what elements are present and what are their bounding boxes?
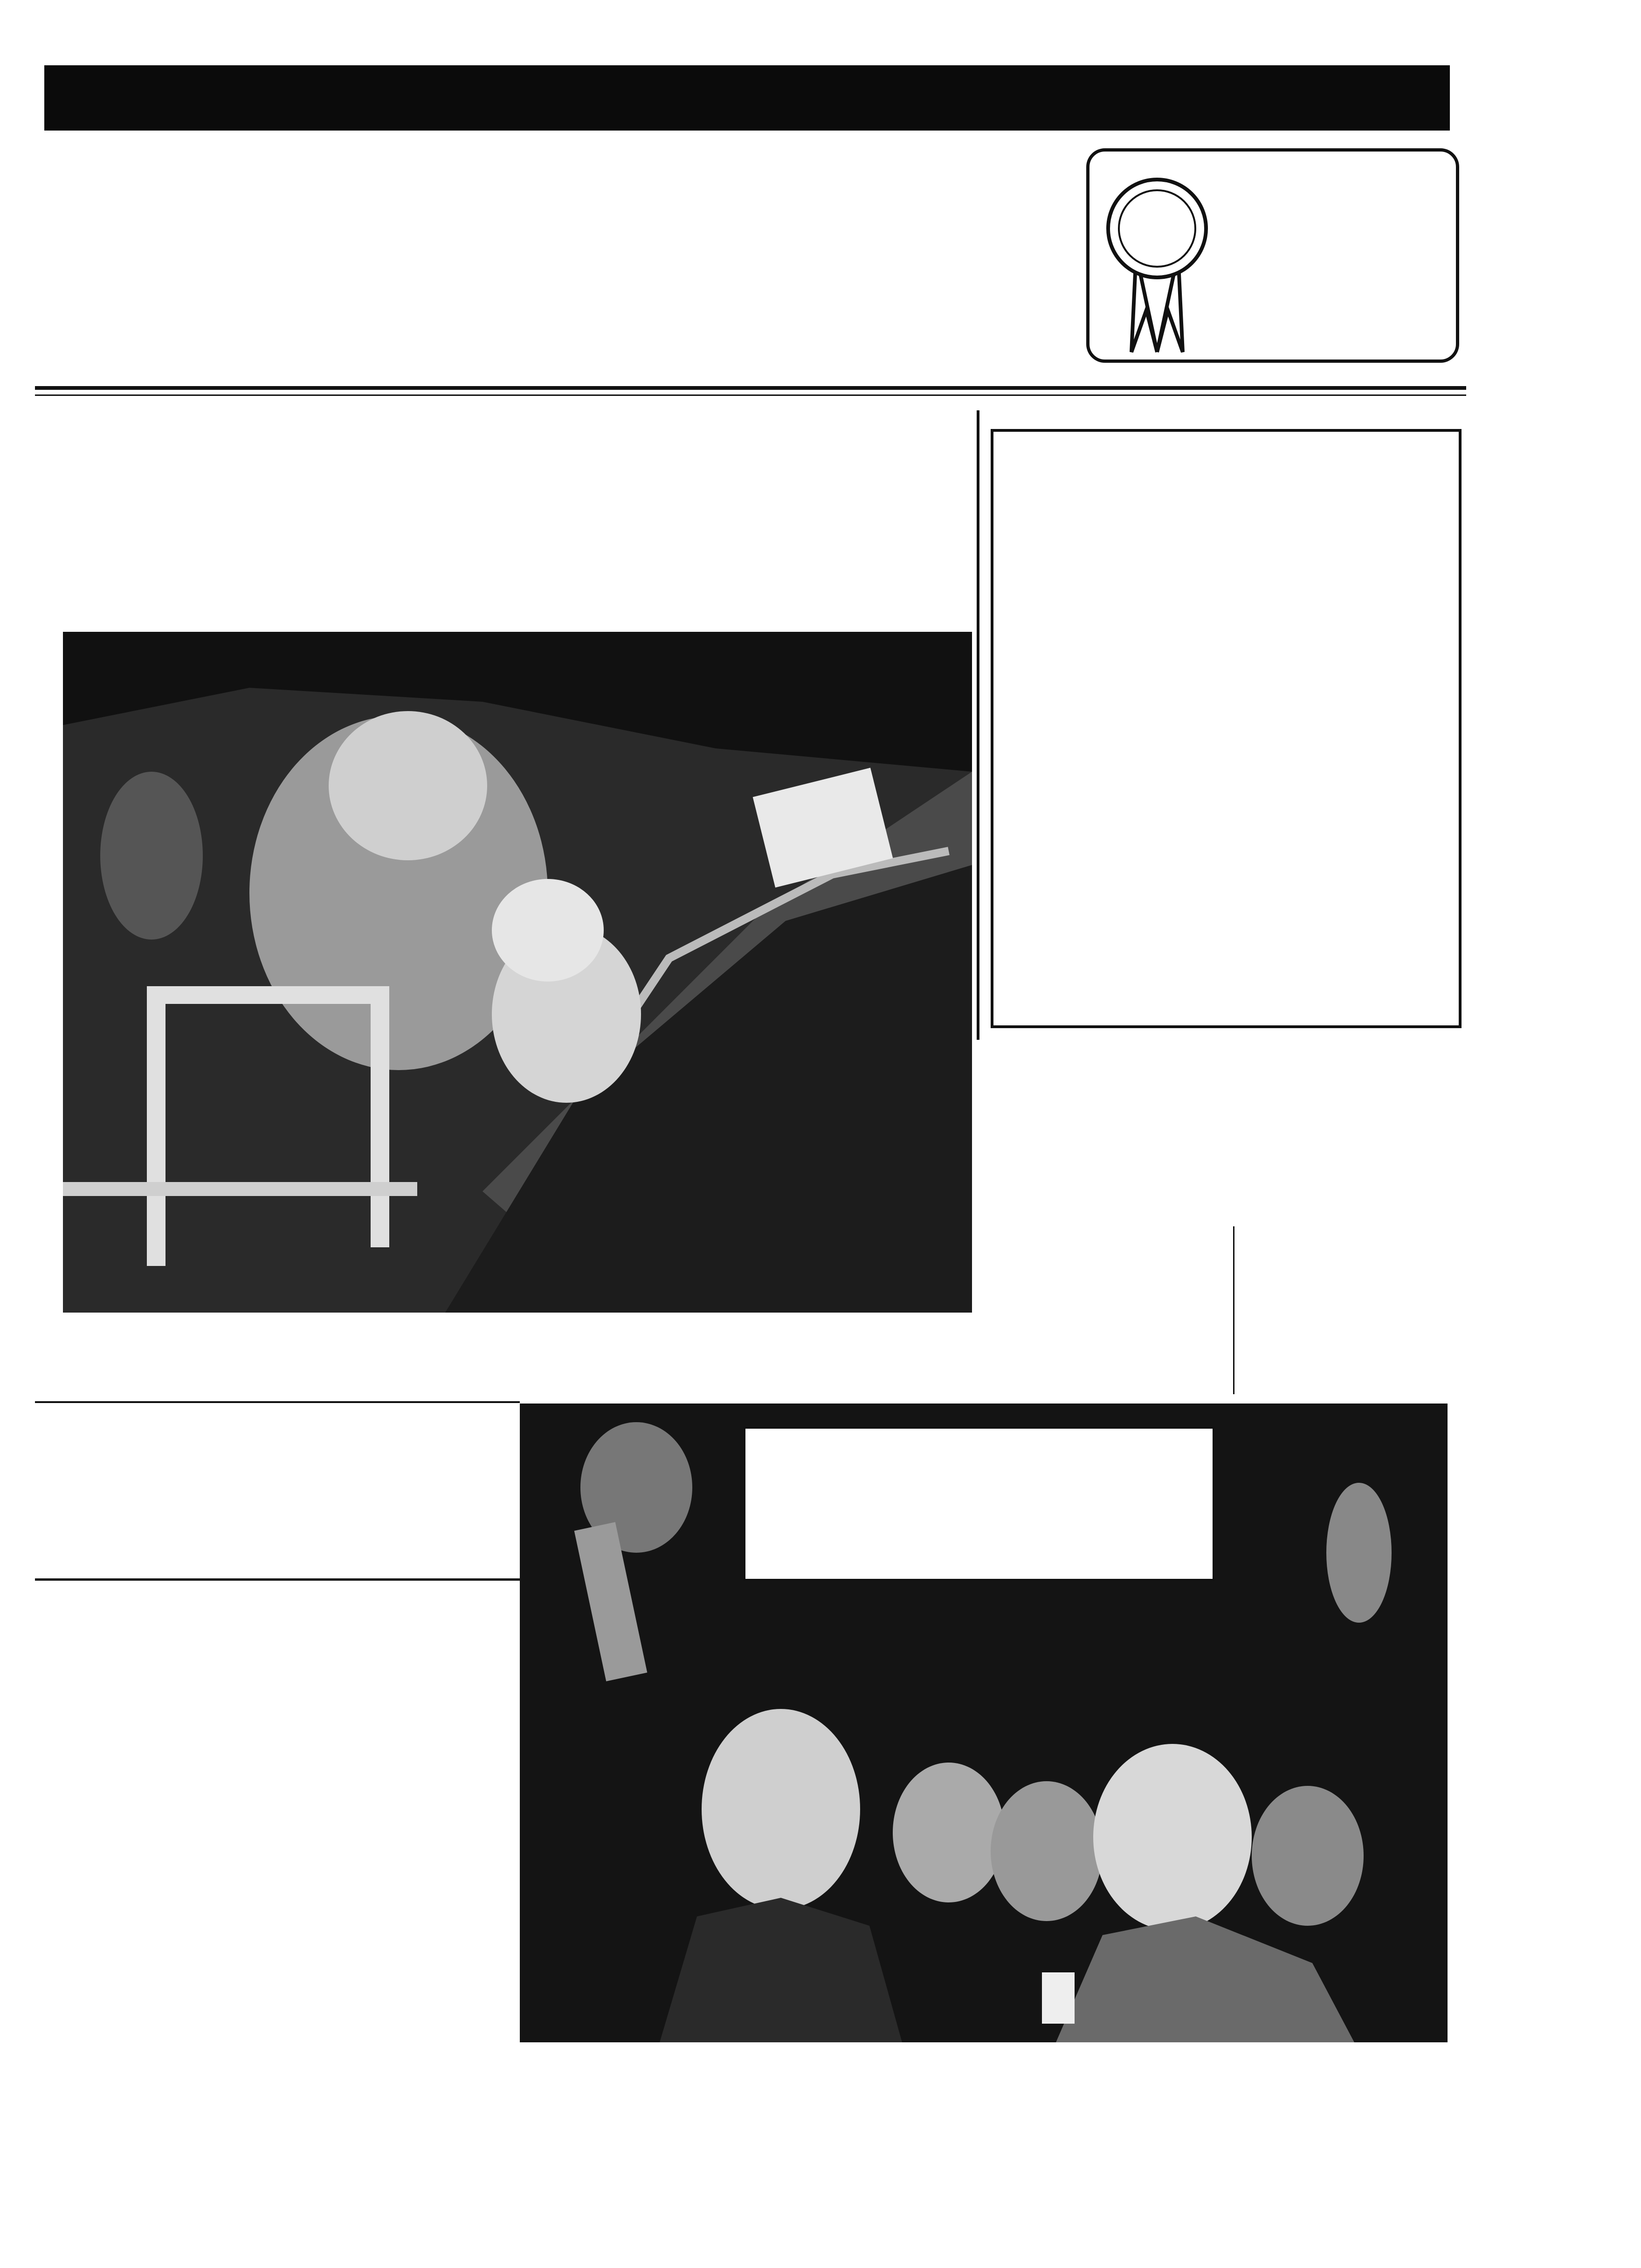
apollo-photo [63,632,972,1313]
fado-photo [520,1404,1448,2042]
fado-sign [744,1427,1214,1581]
lead-caption-rule [35,1401,520,1403]
philips-ad [1086,148,1459,363]
wilson-column-rule [1233,1226,1234,1394]
masthead-title [44,140,1061,289]
column-rule [977,410,979,1040]
masthead-rule-thin [35,394,1466,396]
top-banner [44,65,1450,131]
masthead-rule [35,386,1466,390]
estudante-story-box [991,429,1462,1028]
lead-body-rule [35,1578,520,1581]
rosette-seal-icon [1103,170,1211,357]
